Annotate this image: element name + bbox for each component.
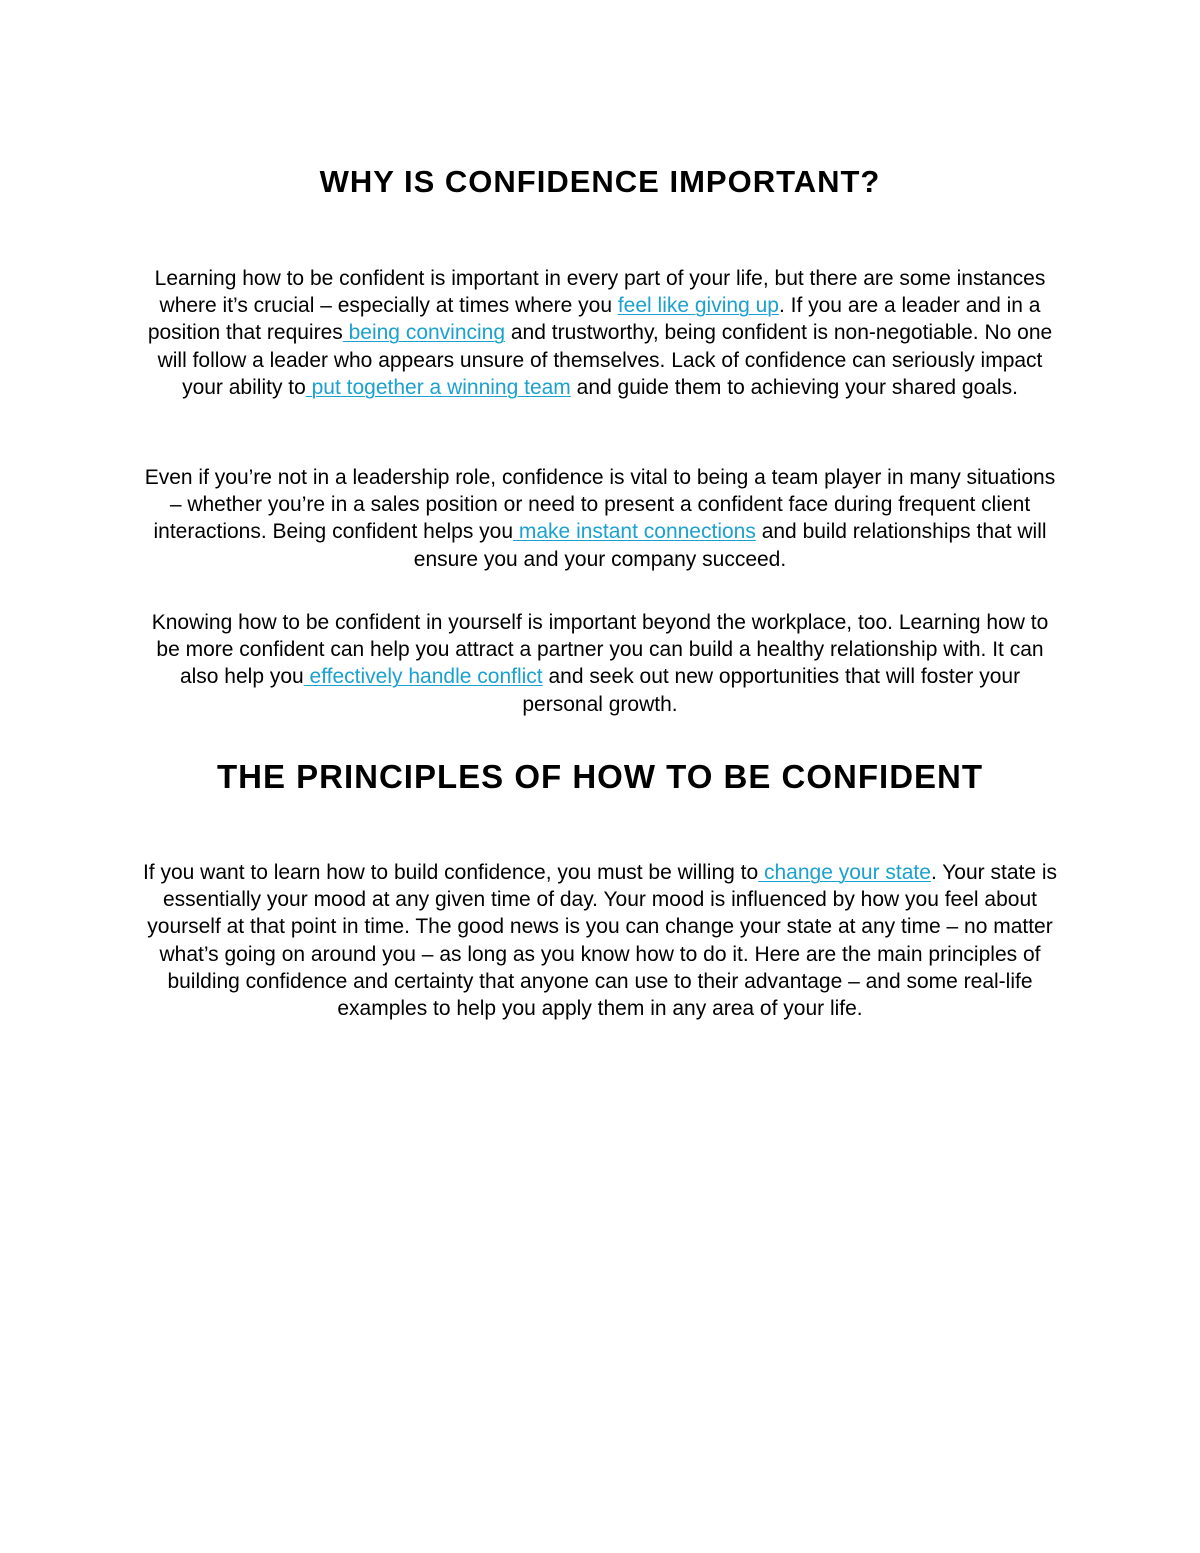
paragraph-team-player	[138, 464, 1062, 573]
paragraph-text: Even if you’re not in a leadership role, confidence is vital to being a team player in many situations – whether you’re in a sales position or need to present a confident face during frequent client interactions. Being confident helps you	[144, 466, 1056, 544]
paragraph-text: If you want to learn how to build confidence, you must be willing to	[142, 861, 759, 884]
paragraph-text: . If you are a leader and in a position that requires	[147, 294, 1041, 345]
paragraph-text: and guide them to achieving your shared goals.	[570, 375, 1018, 399]
paragraph-text: Learning how to be confident is important in every part of your life, but there are some instances where it’s crucial – especially at times where you	[154, 267, 1046, 318]
section-heading-why-confidence: WHY IS CONFIDENCE IMPORTANT?	[319, 164, 881, 199]
paragraph-text: and build relationships that will ensure you and your company succeed.	[413, 520, 1047, 571]
link-make-instant-connections[interactable]: make instant connections	[513, 520, 756, 544]
paragraph-change-state	[138, 859, 1062, 1022]
link-feel-like-giving-up[interactable]: feel like giving up	[617, 294, 779, 318]
paragraph-text: Knowing how to be confident in yourself is important beyond the workplace, too. Learning how to be more confident can help you attract a partner you can build a healthy relationship with. It can also help you	[151, 611, 1049, 689]
link-handle-conflict[interactable]: effectively handle conflict	[303, 665, 543, 689]
paragraph-importance	[138, 265, 1062, 401]
link-change-your-state[interactable]: change your state	[758, 861, 931, 884]
paragraph-text: and seek out new opportunities that will foster your personal growth.	[522, 665, 1021, 716]
link-being-convincing[interactable]: being convincing	[342, 321, 506, 345]
link-winning-team[interactable]: put together a winning team	[305, 375, 571, 399]
paragraph-beyond-workplace	[138, 609, 1062, 718]
paragraph-text: and trustworthy, being confident is non-negotiable. No one will follow a leader who appears unsure of themselves. Lack of confidence can seriously impact your ability to	[157, 321, 1053, 399]
paragraph-text: . Your state is essentially your mood at any given time of day. Your mood is influenced by how you feel about yourself at that point in time. The good news is you can change your state at any time – no matter what’s going on around you – as long as you know how to do it. Here are the main principles of building confidence and certainty that anyone can use to their advantage – and some real-life examples to help you apply them in any area of your life.	[147, 861, 1058, 1021]
section-heading-principles: THE PRINCIPLES OF HOW TO BE CONFIDENT	[216, 758, 984, 795]
